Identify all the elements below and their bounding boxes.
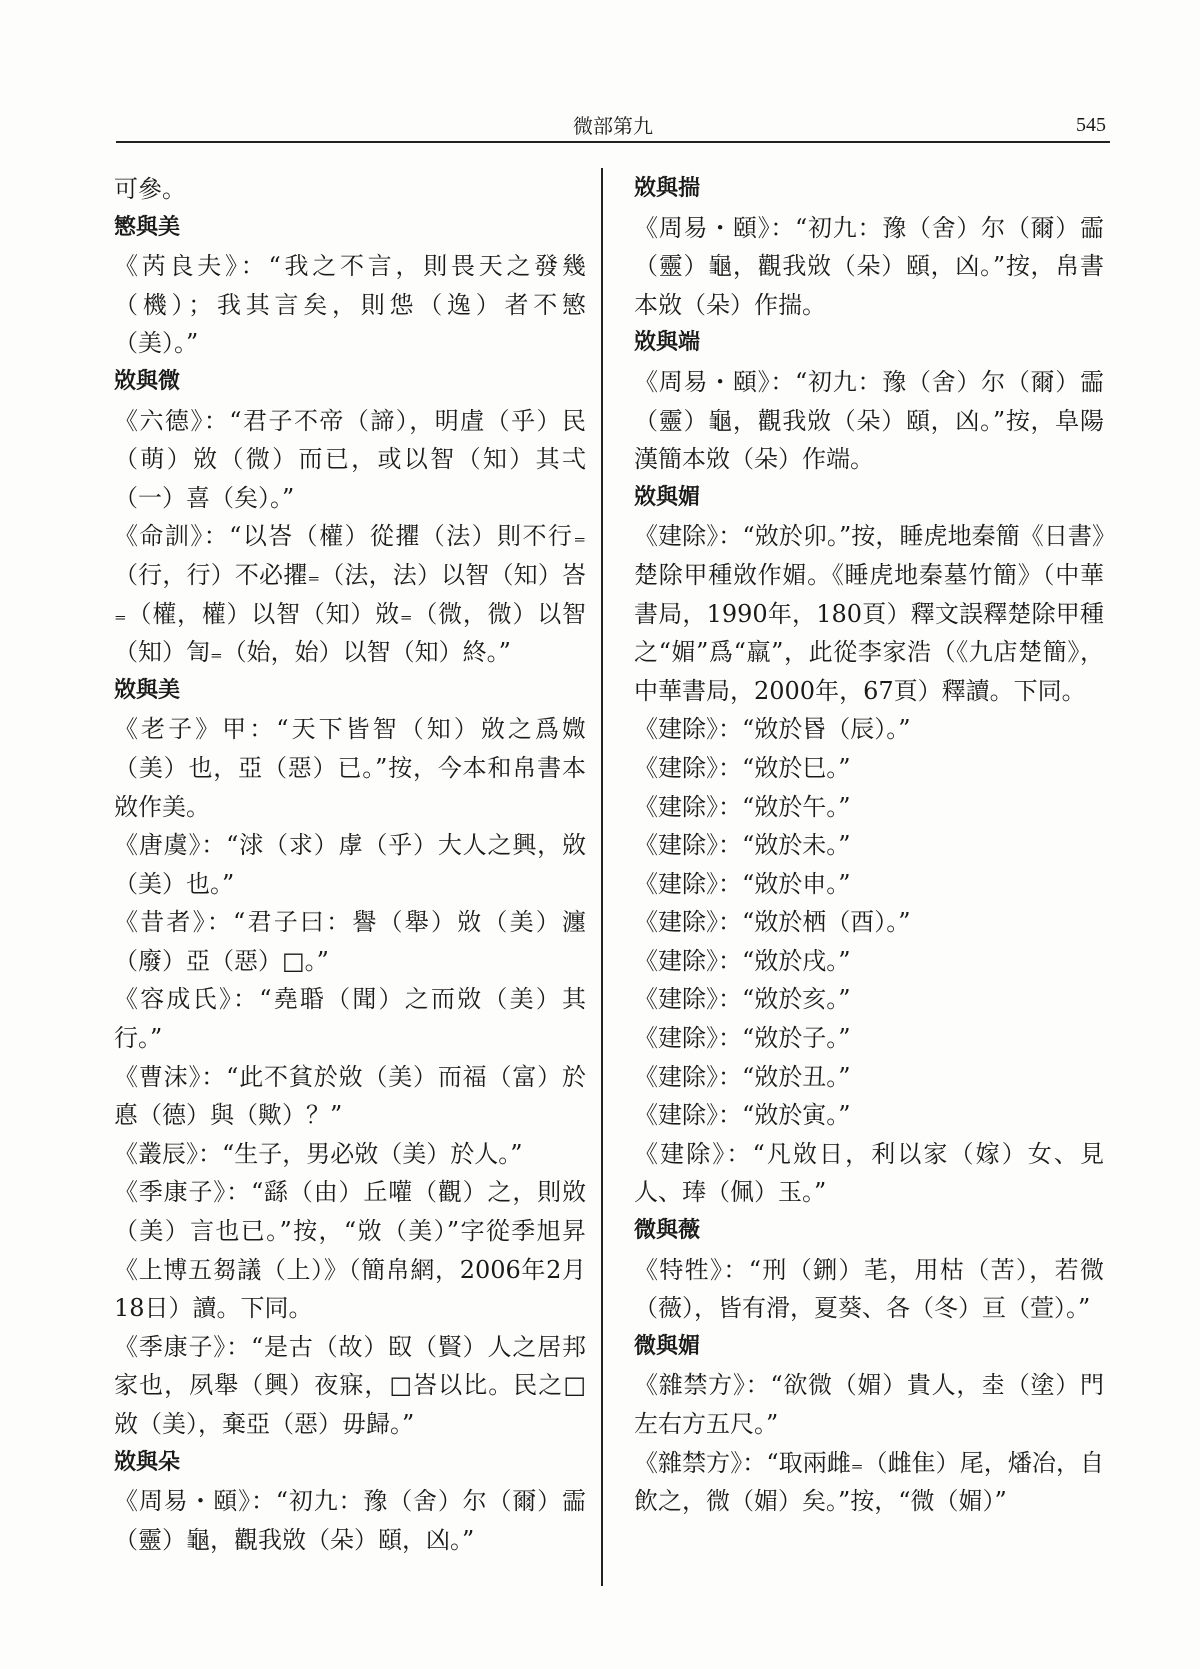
entry-text: 《建除》：“敚於寅。” [634, 1101, 851, 1130]
entry-heading: 敚與朵 [114, 1449, 181, 1475]
entry-heading: 敚與揣 [634, 176, 701, 201]
entry-text: 《建除》：“敚於子。” [634, 1024, 851, 1053]
entry-text: 《命訓》：“以峇（權）從㩴（法）則不行₌（行，行）不必㩴₌（法，法）以智（知）峇₌（權，權）以智（知）敚₌（微，微）以智（知）訇₌（始，始）以智（知）終。” [114, 522, 586, 667]
entry-text: 《建除》：“敚於申。” [634, 869, 851, 898]
entry-text: 《建除》：“敚於未。” [634, 831, 851, 860]
entry-heading: 微與媚 [634, 1333, 701, 1359]
right-column [634, 170, 1104, 1521]
entry-text: 可參。 [114, 175, 186, 203]
entry-text: 《建除》：“敚於卯。”按，睡虎地秦簡《日書》楚除甲種敚作媚。《睡虎地秦墓竹簡》（中華書局，1990年，180頁）釋文誤釋楚除甲種之“媚”爲“羸”，此從李家浩（《九店楚簡》，中華書局，2000年，67頁）釋讀。下同。 [634, 522, 1104, 705]
entry-text: 《建除》：“敚於丑。” [634, 1062, 851, 1091]
entry-heading: 敚與微 [114, 368, 181, 394]
page-number: 545 [1076, 114, 1106, 136]
section-title: 微部第九 [573, 114, 653, 138]
entry-text: 《六德》：“君子不帝（諦），明虘（乎）民（萌）敚（微）而已，或以智（知）其弌（一）喜（矣）。” [114, 406, 586, 512]
entry-text: 《容成氏》：“堯䎽（聞）之而敚（美）其行。” [114, 985, 586, 1053]
entry-text: 《老子》甲：“天下皆智（知）敚之爲媺（美）也，亞（惡）已。”按，今本和帛書本敚作美。 [114, 715, 586, 821]
entry-text: 《唐虞》：“浗（求）虖（乎）大人之興，敚（美）也。” [114, 831, 586, 898]
entry-text: 《叢辰》：“生子，男必敚（美）於人。” [114, 1139, 523, 1168]
entry-heading: 敚與端 [634, 330, 701, 356]
column-divider [601, 168, 603, 1586]
entry-text: 《芮良夫》：“我之不言，則畏天之發幾（機）；我其言矣，則怹（逸）者不慜（美）。” [114, 252, 586, 358]
entry-text: 《建除》：“敚於栖（酉）。” [634, 908, 911, 937]
entry-text: 《雜禁方》：“欲微（媚）貴人，坴（塗）門左右方五尺。” [634, 1371, 1104, 1438]
entry-heading: 微與薇 [634, 1218, 701, 1244]
entry-text: 《周易・頤》：“初九：豫（舍）尔（爾）霝（靈）龜，觀我敚（朵）頤，凶。” [114, 1487, 586, 1554]
entry-text: 《周易・頤》：“初九：豫（舍）尔（爾）霝（靈）龜，觀我敚（朵）頤，凶。”按，帛書本敚（朵）作揣。 [634, 213, 1104, 319]
left-column [114, 170, 586, 1559]
entry-text: 《季康子》：“是古（故）臤（賢）人之居邦家也，夙舉（興）夜寐，□峇以比。民之□敚（美），棄亞（惡）毋歸。” [114, 1332, 586, 1438]
entry-text: 《建除》：“敚於戌。” [634, 946, 851, 975]
entry-text: 《建除》：“敚於午。” [634, 792, 851, 821]
entry-text: 《建除》：“凡敚日，利以家（嫁）女、見人、琫（佩）玉。” [634, 1139, 1104, 1207]
entry-heading: 敚與美 [114, 677, 181, 703]
entry-text: 《昔者》：“君子曰：譽（舉）敚（美）瀍（廢）亞（惡）□。” [114, 908, 586, 975]
entry-text: 《建除》：“敚於昬（辰）。” [634, 715, 911, 744]
entry-text: 《建除》：“敚於巳。” [634, 753, 851, 782]
entry-text: 《雜禁方》：“取兩雌₌（雌隹）尾，燔冶，自飲之，微（媚）矣。”按，“微（媚）” [634, 1448, 1104, 1516]
entry-heading: 慜與美 [114, 214, 181, 240]
entry-heading: 敚與媚 [634, 484, 701, 510]
header-rule [116, 141, 1110, 143]
entry-text: 《周易・頤》：“初九：豫（舍）尔（爾）霝（靈）龜，觀我敚（朵）頤，凶。”按，阜陽漢簡本敚（朵）作端。 [634, 367, 1104, 474]
entry-text: 《特牲》：“刑（鉶）芼，用枯（苦），若微（薇），皆有滑，夏葵、各（冬）亘（萱）。” [634, 1255, 1104, 1323]
running-header [116, 100, 1110, 140]
entry-text: 《建除》：“敚於亥。” [634, 985, 851, 1014]
entry-text: 《季康子》：“繇（由）丘嚾（觀）之，則敚（美）言也已。”按，“敚（美）”字從季旭昇《上博五芻議（上）》（簡帛網，2006年2月18日）讀。下同。 [114, 1178, 586, 1323]
entry-text: 《曹沫》：“此不貧於敚（美）而福（富）於悳（德）與（歟）？” [114, 1062, 586, 1130]
